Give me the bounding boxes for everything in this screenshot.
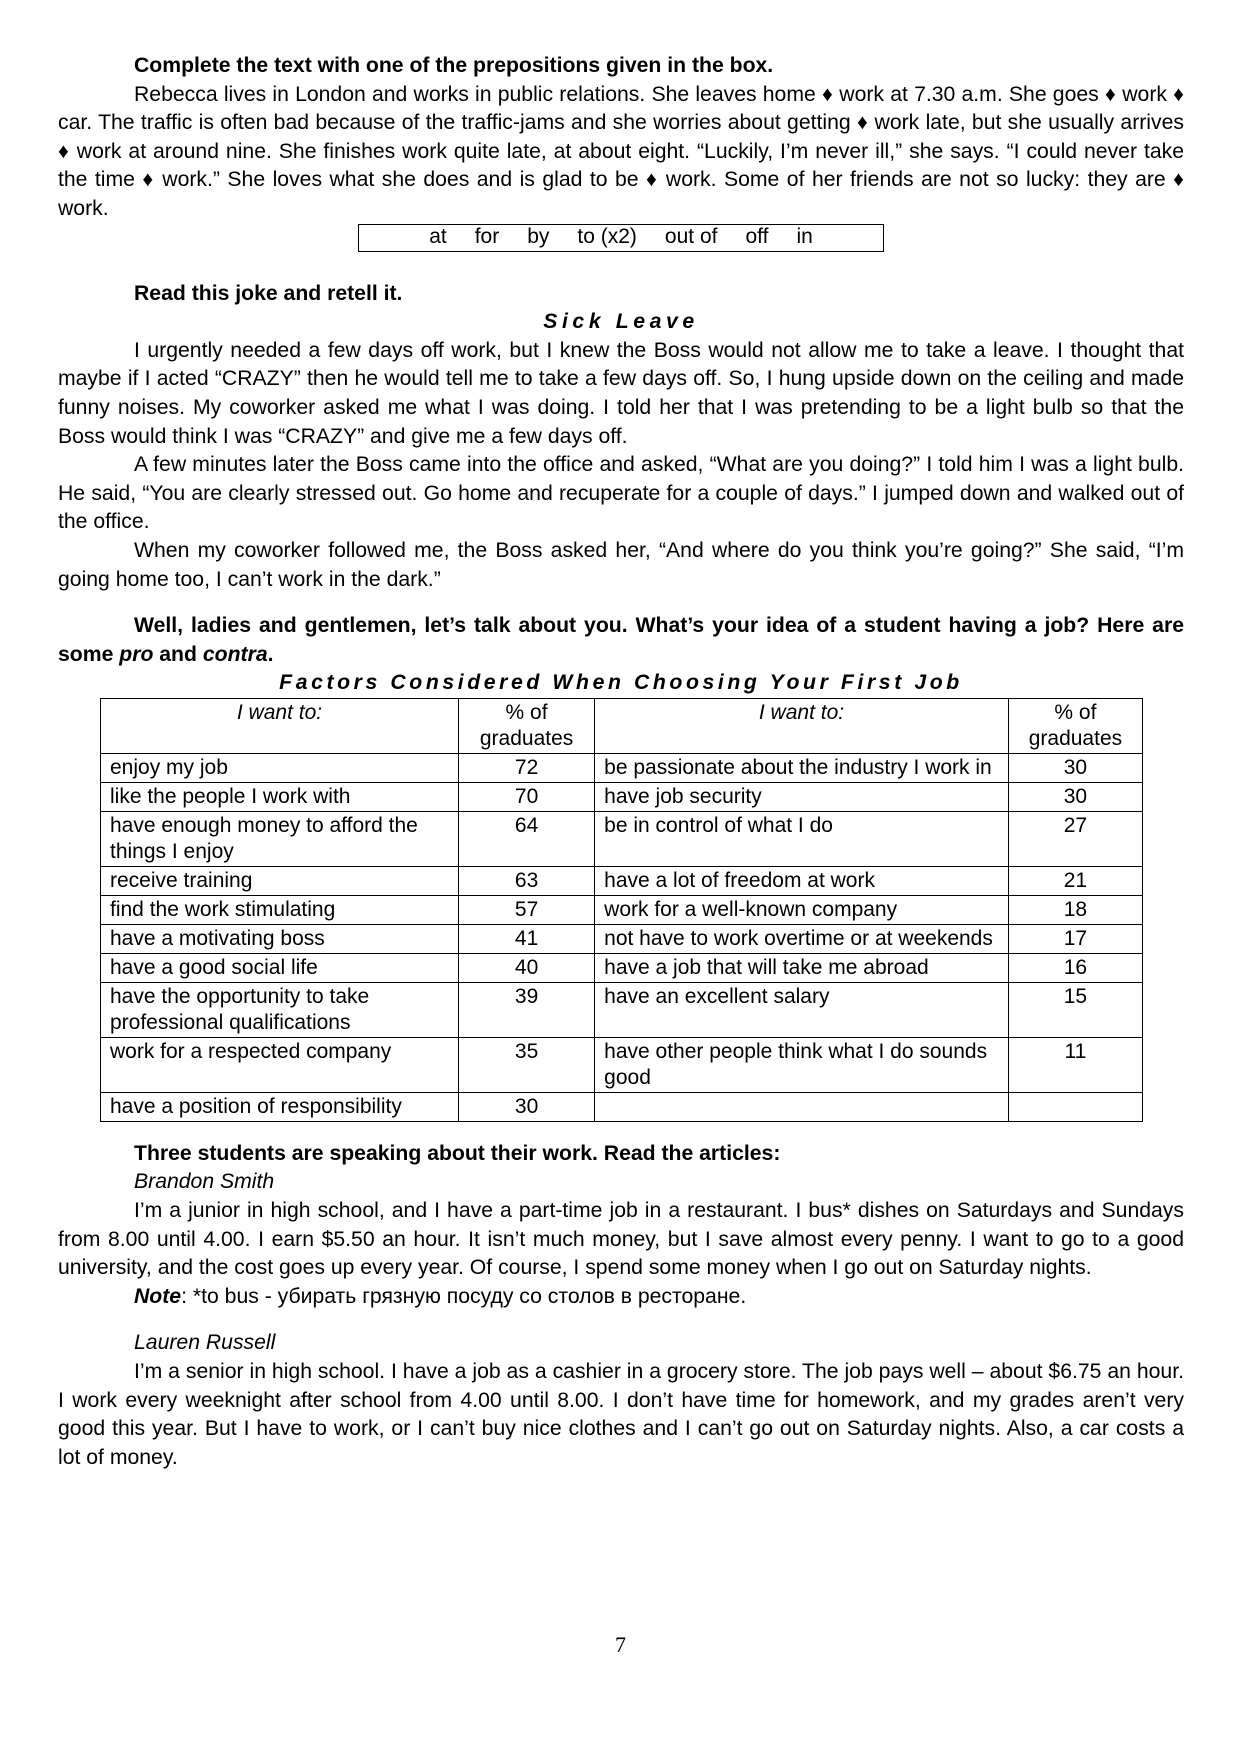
factor-cell: have job security xyxy=(595,782,1009,811)
percent-cell: 72 xyxy=(458,753,594,782)
factor-cell: be in control of what I do xyxy=(595,811,1009,866)
joke-paragraph: A few minutes later the Boss came into the office and asked, “What are you doing?” I told him I was a light bulb. He said, “You are clearly stressed out. Go home and recuperate for a couple of days.” I jumped down and walked out of the office. xyxy=(58,453,1184,534)
percent-cell: 63 xyxy=(458,866,594,895)
percent-cell: 41 xyxy=(458,924,594,953)
factor-cell: have a job that will take me abroad xyxy=(595,953,1009,982)
percent-cell: 30 xyxy=(1008,753,1142,782)
factor-cell: work for a respected company xyxy=(101,1037,459,1092)
column-header: % of graduates xyxy=(458,698,594,753)
exercise-heading: Complete the text with one of the prepositions given in the box. xyxy=(134,54,774,77)
discussion-intro: Well, ladies and gentlemen, let’s talk about you. What’s your idea of a student having a job? Here are some pro and contra. xyxy=(58,614,1184,666)
percent-cell: 35 xyxy=(458,1037,594,1092)
article-text: I’m a senior in high school. I have a job as a cashier in a grocery store. The job pays well – about $6.75 an hour. I work every weeknight after school from 4.00 until 8.00. I don’t have time for homework, and my grades aren’t very good this year. But I have to work, or I can’t buy nice clothes and I can’t go out on Saturday nights. Also, a car costs a lot of money. xyxy=(58,1360,1184,1469)
percent-cell: 18 xyxy=(1008,895,1142,924)
factor-cell: be passionate about the industry I work in xyxy=(595,753,1009,782)
table-title: Factors Considered When Choosing Your First Job xyxy=(279,671,963,695)
page-number: 7 xyxy=(615,1632,626,1657)
document-page xyxy=(58,52,1184,1472)
percent-cell: 27 xyxy=(1008,811,1142,866)
percent-cell: 57 xyxy=(458,895,594,924)
box-word: out of xyxy=(664,224,718,248)
percent-cell: 30 xyxy=(458,1092,594,1121)
percent-cell: 17 xyxy=(1008,924,1142,953)
table-row xyxy=(101,782,1143,811)
percent-cell: 40 xyxy=(458,953,594,982)
prepositions-box xyxy=(358,224,884,252)
factor-cell: have a lot of freedom at work xyxy=(595,866,1009,895)
factor-cell: have a motivating boss xyxy=(101,924,459,953)
factor-cell: have a good social life xyxy=(101,953,459,982)
factor-cell: like the people I work with xyxy=(101,782,459,811)
author-name: Brandon Smith xyxy=(134,1170,275,1194)
exercise-text: Rebecca lives in London and works in public relations. She leaves home ♦ work at 7.30 a.m. She goes ♦ work ♦ car. The traffic is often bad because of the traffic-jams and she worries about getting ♦ work late, but she usually arrives ♦ work at around nine. She finishes work quite late, at about eight. “Luckily, I’m never ill,” she says. “I could never take the time ♦ work.” She loves what she does and is glad to be ♦ work. Some of her friends are not so lucky: they are ♦ work. xyxy=(58,82,1184,220)
factor-cell: have enough money to afford the things I enjoy xyxy=(101,811,459,866)
factor-cell: find the work stimulating xyxy=(101,895,459,924)
percent-cell: 15 xyxy=(1008,982,1142,1037)
joke-paragraph: I urgently needed a few days off work, but I knew the Boss would not allow me to take a leave. I thought that maybe if I acted “CRAZY” then he would tell me to take a few days off. So, I hung upside down on the ceiling and made funny noises. My coworker asked me what I was doing. I told her that I was pretending to be a light bulb so that the Boss would think I was “CRAZY” and give me a few days off. xyxy=(58,338,1184,448)
table-row xyxy=(101,953,1143,982)
factor-cell: receive training xyxy=(101,866,459,895)
percent-cell: 16 xyxy=(1008,953,1142,982)
factor-cell: have a position of responsibility xyxy=(101,1092,459,1121)
column-header: I want to: xyxy=(101,698,459,753)
joke-heading: Read this joke and retell it. xyxy=(134,281,403,305)
percent-cell: 30 xyxy=(1008,782,1142,811)
factor-cell: have other people think what I do sounds good xyxy=(595,1037,1009,1092)
joke-paragraph: When my coworker followed me, the Boss asked her, “And where do you think you’re going?” She said, “I’m going home too, I can’t work in the dark.” xyxy=(58,538,1184,591)
percent-cell xyxy=(1008,1092,1142,1121)
article-text: I’m a junior in high school, and I have a part-time job in a restaurant. I bus* dishes on Saturdays and Sundays from 8.00 until 4.00. I earn $5.50 an hour. It isn’t much money, but I save almost every penny. I want to go to a good university, and the cost goes up every year. Of course, I spend some money when I go out on Saturday nights. xyxy=(58,1199,1184,1280)
factor-cell: have an excellent salary xyxy=(595,982,1009,1037)
table-row xyxy=(101,982,1143,1037)
percent-cell: 39 xyxy=(458,982,594,1037)
table-row xyxy=(101,895,1143,924)
table-row xyxy=(101,1092,1143,1121)
box-word: in xyxy=(796,224,813,248)
percent-cell: 21 xyxy=(1008,866,1142,895)
box-word: at xyxy=(429,224,447,248)
factor-cell: enjoy my job xyxy=(101,753,459,782)
footnote: Note: *to bus - убирать грязную посуду со столов в ресторане. xyxy=(134,1284,747,1308)
table-row xyxy=(101,1037,1143,1092)
factor-cell: work for a well-known company xyxy=(595,895,1009,924)
percent-cell: 11 xyxy=(1008,1037,1142,1092)
table-row xyxy=(101,811,1143,866)
table-row xyxy=(101,753,1143,782)
box-word: to (x2) xyxy=(577,224,637,248)
table-header-row xyxy=(101,698,1143,753)
box-word: off xyxy=(745,224,769,248)
table-row xyxy=(101,924,1143,953)
percent-cell: 70 xyxy=(458,782,594,811)
factors-table xyxy=(100,698,1143,1122)
column-header: % of graduates xyxy=(1008,698,1142,753)
box-word: by xyxy=(527,224,550,248)
box-word: for xyxy=(474,224,500,248)
column-header: I want to: xyxy=(595,698,1009,753)
factor-cell: not have to work overtime or at weekends xyxy=(595,924,1009,953)
author-name: Lauren Russell xyxy=(134,1331,276,1355)
factor-cell: have the opportunity to take professional qualifications xyxy=(101,982,459,1037)
factor-cell xyxy=(595,1092,1009,1121)
students-heading: Three students are speaking about their work. Read the articles: xyxy=(134,1141,781,1165)
table-row xyxy=(101,866,1143,895)
joke-title: Sick Leave xyxy=(543,310,699,334)
percent-cell: 64 xyxy=(458,811,594,866)
